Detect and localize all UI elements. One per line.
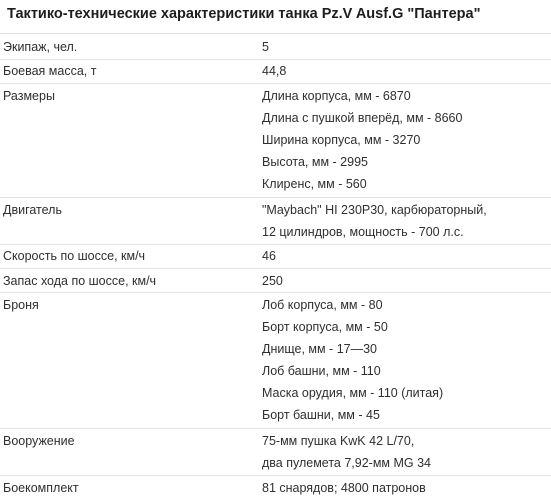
spec-value-armor-line: Днище, мм - 17—30	[262, 342, 377, 356]
spec-label-speed: Скорость по шоссе, км/ч	[3, 249, 146, 263]
spec-label-armament: Вооружение	[3, 434, 75, 448]
spec-value-dimensions-line: Длина с пушкой вперёд, мм - 8660	[262, 111, 463, 125]
spec-value-dimensions-line: Клиренс, мм - 560	[262, 177, 367, 191]
spec-value-engine-line: 12 цилиндров, мощность - 700 л.с.	[262, 225, 464, 239]
spec-value-armor-line: Лоб башни, мм - 110	[262, 364, 381, 378]
spec-value-armor-line: Борт корпуса, мм - 50	[262, 320, 388, 334]
row-divider	[0, 59, 551, 60]
spec-label-weight: Боевая масса, т	[3, 64, 97, 78]
spec-label-armor: Броня	[3, 298, 39, 312]
spec-value-range: 250	[262, 274, 283, 288]
spec-label-engine: Двигатель	[3, 203, 62, 217]
spec-label-dimensions: Размеры	[3, 89, 55, 103]
spec-value-armament-line: два пулемета 7,92-мм MG 34	[262, 456, 432, 470]
spec-value-crew: 5	[262, 40, 269, 54]
spec-label-range: Запас хода по шоссе, км/ч	[3, 274, 157, 288]
spec-value-engine-line: "Maybach" HI 230P30, карбюраторный,	[262, 203, 487, 217]
spec-value-ammunition: 81 снарядов; 4800 патронов	[262, 481, 426, 495]
spec-label-crew: Экипаж, чел.	[3, 40, 78, 54]
row-divider	[0, 197, 551, 198]
spec-label-ammunition: Боекомплект	[3, 481, 79, 495]
row-divider	[0, 428, 551, 429]
row-divider	[0, 33, 551, 34]
row-divider	[0, 244, 551, 245]
spec-value-armor-line: Борт башни, мм - 45	[262, 408, 380, 422]
spec-value-dimensions-line: Ширина корпуса, мм - 3270	[262, 133, 421, 147]
spec-value-speed: 46	[262, 249, 276, 263]
row-divider	[0, 475, 551, 476]
row-divider	[0, 268, 551, 269]
spec-value-dimensions-line: Высота, мм - 2995	[262, 155, 368, 169]
document-title: Тактико-технические характеристики танка Pz.V Ausf.G "Пантера"	[7, 6, 481, 22]
spec-value-armament-line: 75-мм пушка KwK 42 L/70,	[262, 434, 415, 448]
spec-value-weight: 44,8	[262, 64, 287, 78]
spec-value-dimensions-line: Длина корпуса, мм - 6870	[262, 89, 411, 103]
spec-value-armor-line: Маска орудия, мм - 110 (литая)	[262, 386, 444, 400]
spec-value-armor-line: Лоб корпуса, мм - 80	[262, 298, 383, 312]
row-divider	[0, 292, 551, 293]
row-divider	[0, 83, 551, 84]
